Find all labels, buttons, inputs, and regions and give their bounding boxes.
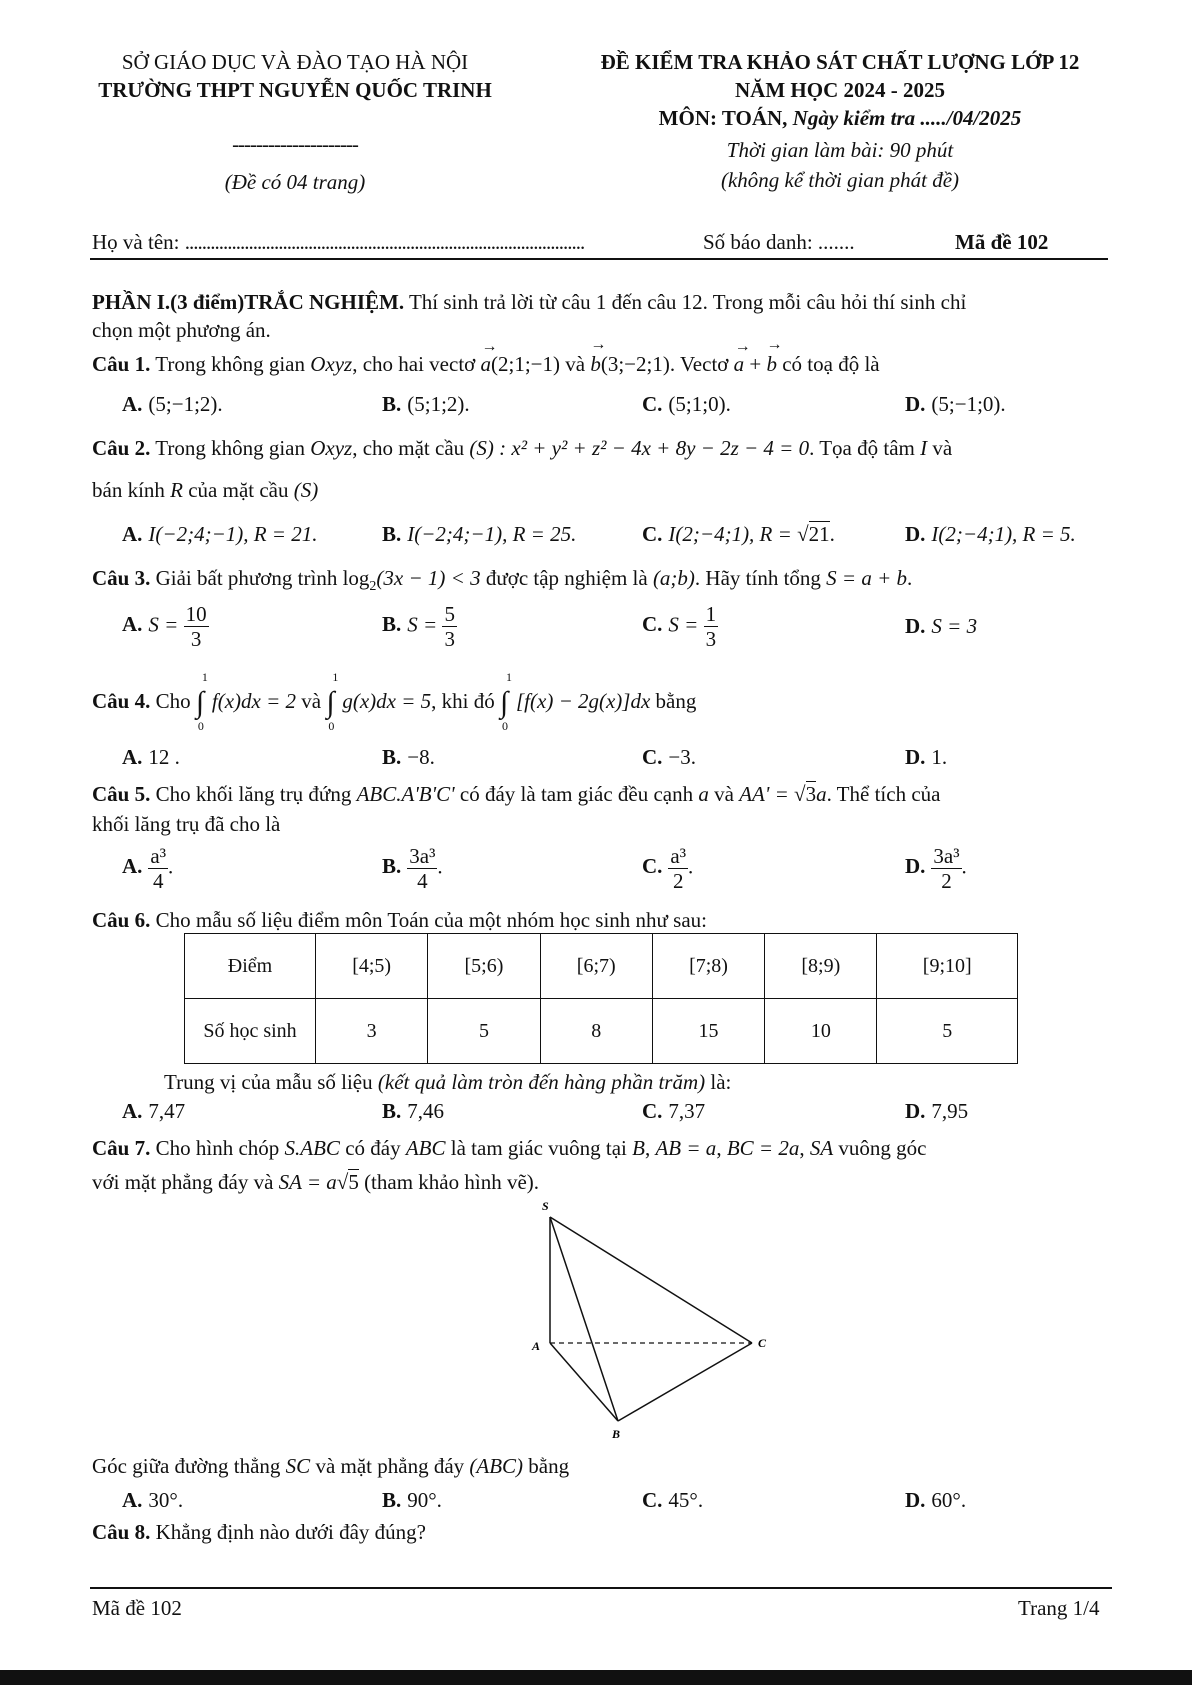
question-3 [92, 566, 912, 595]
height-label: AA' = [739, 782, 795, 806]
option-text: 12 . [148, 745, 180, 769]
option-text: I(−2;4;−1), R = 25. [407, 522, 577, 546]
edge-sc [550, 1217, 752, 1343]
q7-text: với mặt phẳng đáy và [92, 1170, 279, 1194]
q5-text: có đáy là tam giác đều cạnh [454, 782, 699, 806]
q1-plus: + [744, 352, 767, 376]
q2-text: bán kính [92, 478, 171, 502]
q6-option-d[interactable] [905, 1099, 968, 1124]
numerator: 1 [705, 602, 717, 626]
option-letter: A. [122, 392, 143, 416]
q7-text: Góc giữa đường thẳng [92, 1454, 286, 1478]
table-cell: 10 [765, 999, 877, 1064]
q7-text: Cho hình chóp [150, 1136, 285, 1160]
q7-text: có đáy [339, 1136, 406, 1160]
q2-option-d[interactable] [905, 522, 1076, 547]
duration: Thời gian làm bài: 90 phút [726, 138, 954, 162]
table-cell: [8;9) [765, 934, 877, 999]
option-dot: . [437, 854, 443, 879]
fraction [148, 844, 168, 893]
q2-space: Oxyz [310, 436, 353, 460]
option-text: I(2;−4;1), R = 5. [931, 522, 1076, 546]
option-text: S = [148, 612, 184, 637]
option-letter: A. [122, 612, 143, 637]
option-letter: A. [122, 745, 143, 769]
header-dash: --------------------- [232, 132, 358, 156]
question-5 [92, 782, 940, 807]
q1-text: có toạ độ là [776, 352, 880, 376]
q7-text: , [716, 1136, 727, 1160]
q7-label: Câu 7. [92, 1136, 151, 1160]
fraction [184, 602, 209, 651]
q7-option-b[interactable] [382, 1488, 442, 1513]
option-text: S = 3 [931, 614, 978, 638]
footer-exam-code: Mã đề 102 [92, 1596, 182, 1620]
question-6 [92, 908, 707, 933]
q1-space: Oxyz [310, 352, 353, 376]
option-letter: C. [642, 392, 663, 416]
q4-text: Cho [150, 688, 196, 713]
candidate-number: Số báo danh: ....... [703, 230, 855, 254]
ab-length: AB = a [655, 1136, 717, 1160]
q7-option-d[interactable] [905, 1488, 966, 1513]
table-cell: 5 [428, 999, 540, 1064]
label-c: C [758, 1336, 767, 1350]
q7-text: và mặt phẳng đáy [310, 1454, 470, 1478]
label-s: S [542, 1199, 549, 1213]
edge-ab [550, 1343, 618, 1421]
option-letter: A. [122, 1488, 143, 1512]
integral-combined: [f(x) − 2g(x)]dx [516, 688, 651, 713]
q2-text: và [927, 436, 953, 460]
scan-bottom-border [0, 1670, 1192, 1685]
option-dot: . [961, 854, 967, 879]
numerator: 5 [444, 602, 455, 626]
option-letter: C. [642, 612, 663, 637]
q3-option-d[interactable] [905, 614, 977, 639]
q5-option-d[interactable] [905, 844, 967, 893]
table-cell: [4;5) [316, 934, 428, 999]
q2-text: của mặt cầu [182, 478, 294, 502]
q6-text: Trung vị của mẫu số liệu [164, 1070, 378, 1094]
edge-sb [550, 1217, 618, 1421]
q3-label: Câu 3. [92, 566, 151, 590]
q7-text: , [799, 1136, 810, 1160]
q7-text: vuông góc [833, 1136, 927, 1160]
option-text: I(−2;4;−1), R = 21. [148, 522, 318, 546]
q3-text: . [907, 566, 913, 590]
log-symbol: log [342, 566, 370, 590]
denominator: 3 [190, 627, 202, 651]
exam-title: ĐỀ KIỂM TRA KHẢO SÁT CHẤT LƯỢNG LỚP 12 [600, 50, 1080, 74]
option-letter: C. [642, 854, 663, 879]
fraction [668, 844, 688, 893]
denominator: 2 [672, 869, 684, 893]
q3-text: . Hãy tính tổng [694, 566, 827, 590]
sqrt-radicand: 3 [805, 782, 817, 806]
upper-limit: 1 [506, 670, 512, 684]
vector-a-letter: a [733, 352, 745, 376]
q5-text: và [708, 782, 740, 806]
q1-option-c[interactable] [642, 392, 731, 417]
side-a: a [698, 782, 709, 806]
denominator: 4 [417, 869, 428, 893]
sphere-equation: (S) : x² + y² + z² − 4x + 8y − 2z − 4 = 0 [469, 436, 810, 460]
option-dot: . [168, 854, 174, 879]
q2-text: Trong không gian [150, 436, 311, 460]
vector-a: → a [733, 338, 751, 376]
sum-expression: S = a + b [826, 566, 908, 590]
option-letter: D. [905, 1099, 926, 1123]
option-letter: C. [642, 745, 663, 769]
q4-text: , khi đó [431, 688, 500, 713]
part1-title: PHẦN I.(3 điểm)TRẮC NGHIỆM. [92, 290, 405, 314]
fraction [704, 602, 719, 651]
sqrt-symbol: √ [797, 522, 809, 546]
q2-text: . Tọa độ tâm [809, 436, 921, 460]
option-text: 30°. [148, 1488, 184, 1512]
option-letter: A. [122, 854, 143, 879]
option-text: (5;1;0). [668, 392, 731, 416]
question-7-ask [92, 1454, 569, 1479]
option-letter: B. [382, 854, 402, 879]
integral-sign: ∫ 1 0 [500, 670, 512, 733]
question-2 [92, 436, 952, 461]
q1-text: , cho hai vectơ [352, 352, 481, 376]
option-text: 90°. [407, 1488, 442, 1512]
footer-divider [90, 1587, 1112, 1589]
option-letter: B. [382, 1099, 402, 1123]
vector-a-letter: a [480, 352, 492, 376]
table-head-cell: Số học sinh [185, 999, 316, 1064]
option-letter: B. [382, 612, 402, 637]
q4-option-b[interactable] [382, 745, 435, 770]
option-text: (5;−1;2). [148, 392, 223, 416]
page-count-note: (Đề có 04 trang) [224, 170, 366, 194]
q1-option-d[interactable] [905, 392, 1006, 417]
question-7 [92, 1136, 926, 1161]
table-cell: 8 [540, 999, 652, 1064]
solution-interval: (a;b) [652, 566, 695, 590]
option-text: 7,95 [931, 1099, 969, 1123]
q7-text: là tam giác vuông tại [445, 1136, 633, 1160]
question-5-line2: khối lăng trụ đã cho là [92, 812, 281, 836]
q6-text: Cho mẫu số liệu điểm môn Toán của một nhóm học sinh như sau: [150, 908, 707, 932]
table-row [185, 999, 1018, 1064]
sa-edge: SA [809, 1136, 834, 1160]
exam-code: Mã đề 102 [955, 230, 1049, 254]
sa-length: SA = a [278, 1170, 337, 1194]
line-sc: SC [285, 1454, 311, 1478]
lower-limit: 0 [328, 719, 335, 733]
table-cell: 3 [316, 999, 428, 1064]
integral-f: f(x)dx = 2 [211, 688, 297, 713]
q5-text: . Thể tích của [826, 782, 941, 806]
vector-a-coords: (2;1;−1) [491, 352, 561, 376]
school-year: NĂM HỌC 2024 - 2025 [735, 78, 945, 102]
integral-sign: ∫ 1 0 [326, 670, 339, 733]
base-name: ABC [405, 1136, 446, 1160]
option-letter: D. [905, 1488, 926, 1512]
option-letter: A. [122, 1099, 143, 1123]
plane-abc: (ABC) [469, 1454, 524, 1478]
upper-limit: 1 [201, 670, 208, 684]
numerator: a³ [670, 844, 687, 868]
question-1 [92, 336, 880, 377]
denominator: 4 [152, 869, 164, 893]
q7-text: bằng [523, 1454, 570, 1478]
sqrt-radicand: 5 [348, 1170, 359, 1194]
option-letter: B. [382, 1488, 402, 1512]
sqrt-radicand: 21 [808, 522, 830, 546]
pyramid-figure [520, 1195, 780, 1445]
q7-option-c[interactable] [642, 1488, 703, 1513]
label-b: B [612, 1427, 621, 1441]
option-letter: D. [905, 854, 926, 879]
question-7-line2 [92, 1170, 539, 1195]
option-text: 7,46 [407, 1099, 445, 1123]
table-cell: 15 [652, 999, 764, 1064]
score-table [184, 933, 1018, 1064]
numerator: 3a³ [409, 844, 436, 868]
upper-limit: 1 [332, 670, 339, 684]
edge-bc [618, 1343, 752, 1421]
q6-label: Câu 6. [92, 908, 151, 932]
subject: MÔN: TOÁN, [658, 106, 793, 130]
option-text: S = [407, 612, 443, 637]
q2-sphere: (S) [293, 478, 319, 502]
q2-center: I [920, 436, 928, 460]
vector-b-coords: (3;−2;1) [600, 352, 670, 376]
q7-text: (tham khảo hình vẽ). [358, 1170, 540, 1194]
option-dot: . [829, 522, 835, 546]
option-letter: D. [905, 392, 926, 416]
q2-option-b[interactable] [382, 522, 576, 547]
rounding-note: (kết quả làm tròn đến hàng phần trăm) [377, 1070, 706, 1094]
q6-text: là: [705, 1070, 732, 1094]
table-cell: [6;7) [540, 934, 652, 999]
question-8 [92, 1520, 426, 1545]
q2-option-a[interactable] [122, 522, 317, 547]
fraction [931, 844, 961, 893]
fraction [442, 602, 457, 651]
q3-text: Giải bất phương trình [150, 566, 343, 590]
fraction [407, 844, 437, 893]
q6-option-c[interactable] [642, 1099, 705, 1124]
integral-g: g(x)dx = 5 [342, 688, 432, 713]
student-name-dots: .............................................................................................. [184, 230, 585, 254]
option-letter: C. [642, 522, 663, 546]
q4-text: bằng [650, 688, 697, 713]
q3-option-b[interactable] [382, 602, 457, 651]
q4-label: Câu 4. [92, 688, 151, 713]
option-text: I(2;−4;1), R = [668, 522, 798, 546]
prism-name: ABC.A'B'C' [356, 782, 455, 806]
table-cell: [9;10] [877, 934, 1018, 999]
option-letter: A. [122, 522, 143, 546]
part1-desc: Thí sinh trả lời từ câu 1 đến câu 12. Trong mỗi câu hỏi thí sinh chỉ [404, 290, 967, 314]
q4-text: và [296, 688, 327, 713]
sqrt-symbol: √ [794, 782, 806, 806]
vector-b-letter: b [590, 352, 601, 376]
q3-option-a[interactable] [122, 602, 209, 651]
q5-option-a[interactable] [122, 844, 173, 893]
option-text: (5;−1;0). [931, 392, 1006, 416]
option-letter: B. [382, 522, 402, 546]
table-cell: [7;8) [652, 934, 764, 999]
q6-option-a[interactable] [122, 1099, 185, 1124]
q1-text: Trong không gian [150, 352, 311, 376]
integral-sign: ∫ 1 0 [195, 670, 208, 733]
q2-option-c[interactable] [642, 522, 835, 547]
bc-length: BC = 2a [726, 1136, 800, 1160]
denominator: 3 [705, 627, 717, 651]
lower-limit: 0 [197, 719, 204, 733]
pyramid-name: S.ABC [284, 1136, 340, 1160]
option-text: (5;1;2). [407, 392, 470, 416]
option-letter: B. [382, 745, 402, 769]
question-4 [92, 670, 697, 733]
option-text: 7,37 [668, 1099, 706, 1123]
vector-b: → b [590, 336, 607, 376]
option-text: 60°. [931, 1488, 967, 1512]
question-2-line2 [92, 478, 318, 503]
part1-heading [92, 290, 966, 315]
student-name-field [92, 230, 584, 255]
question-6-prompt [164, 1070, 731, 1095]
option-text: −8. [407, 745, 435, 769]
option-letter: D. [905, 614, 926, 638]
table-row [185, 934, 1018, 999]
q5-option-c[interactable] [642, 844, 693, 893]
header-divider [90, 258, 1108, 260]
q4-option-c[interactable] [642, 745, 696, 770]
q1-option-a[interactable] [122, 392, 223, 417]
q6-option-b[interactable] [382, 1099, 444, 1124]
page-number: Trang 1/4 [1018, 1596, 1100, 1620]
numerator: 3a³ [933, 844, 960, 868]
q5-option-b[interactable] [382, 844, 443, 893]
table-head-cell: Điểm [185, 934, 316, 999]
log-base: 2 [369, 579, 377, 595]
table-cell: 5 [877, 999, 1018, 1064]
q7-option-a[interactable] [122, 1488, 183, 1513]
vector-a: → a [480, 338, 498, 376]
numerator: 10 [185, 602, 207, 626]
option-text: 1. [931, 745, 948, 769]
vertex-b: B [632, 1136, 645, 1160]
school-department: SỞ GIÁO DỤC VÀ ĐÀO TẠO HÀ NỘI [121, 50, 469, 74]
sqrt-symbol: √ [336, 1170, 349, 1194]
exam-date: Ngày kiểm tra ...../04/2025 [792, 106, 1022, 130]
label-a: A [532, 1339, 541, 1353]
subject-line [560, 106, 1120, 131]
inequality: (3x − 1) < 3 [376, 566, 481, 590]
q8-label: Câu 8. [92, 1520, 151, 1544]
q1-label: Câu 1. [92, 352, 151, 376]
lower-limit: 0 [502, 719, 508, 733]
q2-text: , cho mặt cầu [352, 436, 470, 460]
q4-option-d[interactable] [905, 745, 947, 770]
option-text: −3. [668, 745, 697, 769]
side-a: a [816, 782, 827, 806]
option-letter: D. [905, 745, 926, 769]
q3-option-c[interactable] [642, 602, 718, 651]
school-name: TRƯỜNG THPT NGUYỄN QUỐC TRINH [98, 78, 492, 102]
option-letter: D. [905, 522, 926, 546]
vector-b: → b [766, 336, 783, 376]
denominator: 2 [941, 869, 952, 893]
option-text: S = [668, 612, 704, 637]
table-cell: [5;6) [428, 934, 540, 999]
option-letter: C. [642, 1099, 663, 1123]
q8-text: Khẳng định nào dưới đây đúng? [150, 1520, 426, 1544]
part1-desc-2: chọn một phương án. [92, 318, 271, 342]
q4-option-a[interactable] [122, 745, 180, 770]
q7-text: , [644, 1136, 656, 1160]
option-letter: C. [642, 1488, 663, 1512]
q3-text: được tập nghiệm là [480, 566, 653, 590]
option-text: 45°. [668, 1488, 704, 1512]
student-name-label: Họ và tên: [92, 230, 185, 254]
denominator: 3 [444, 627, 455, 651]
option-letter: B. [382, 392, 402, 416]
numerator: a³ [150, 844, 167, 868]
q1-text: . Vectơ [669, 352, 734, 376]
q1-text: và [560, 352, 591, 376]
q5-label: Câu 5. [92, 782, 151, 806]
q2-radius: R [170, 478, 183, 502]
vector-b-letter: b [766, 352, 777, 376]
q5-text: Cho khối lăng trụ đứng [150, 782, 357, 806]
option-dot: . [688, 854, 694, 879]
option-text: 7,47 [148, 1099, 186, 1123]
q1-option-b[interactable] [382, 392, 470, 417]
q2-label: Câu 2. [92, 436, 151, 460]
duration-note: (không kể thời gian phát đề) [720, 168, 960, 192]
